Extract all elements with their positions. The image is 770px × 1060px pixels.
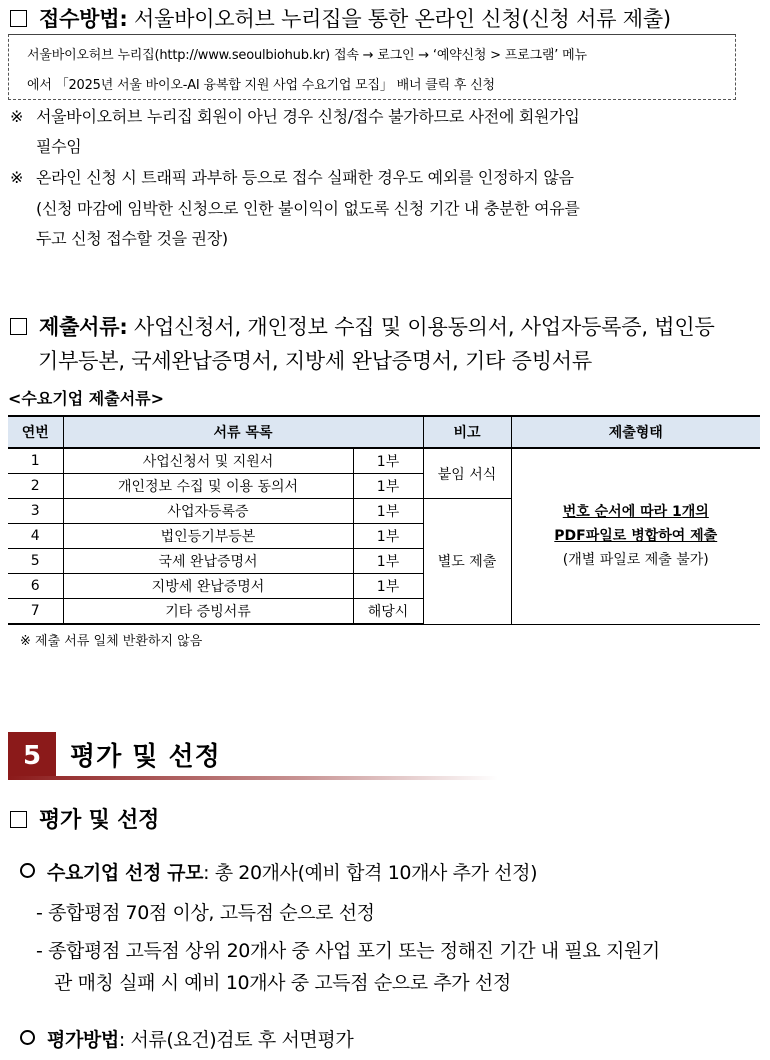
row-doc-name: 지방세 완납증명서 (63, 574, 353, 599)
note1-line1: 서울바이오허브 누리집 회원이 아닌 경우 신청/접수 불가하므로 사전에 회원가입 (36, 107, 580, 126)
row-doc-name: 기타 증빙서류 (63, 599, 353, 625)
section-title: 평가 및 선정 (70, 742, 221, 772)
eval-method (20, 1024, 353, 1056)
col-header-doc: 서류 목록 (63, 416, 423, 448)
scale-label: 수요기업 선정 규모 (47, 862, 204, 884)
submission-form-cell (511, 448, 760, 624)
docs-label: 제출서류: (39, 315, 128, 339)
checkbox-square-icon (10, 10, 27, 27)
method-label: 평가방법 (47, 1029, 119, 1051)
row-no: 3 (8, 499, 63, 524)
note2-line2: (신청 마감에 임박한 신청으로 인한 불이익이 없도록 신청 기간 내 충분한 여유를 (36, 199, 580, 218)
apply-instruction-box (8, 34, 736, 100)
row-qty: 1부 (353, 448, 423, 474)
method-text: : 서류(요건)검토 후 서면평가 (118, 1029, 354, 1051)
apply-box-line2: 에서 「2025년 서울 바이오-AI 융복합 지원 사업 수요기업 모집」 배너 클릭 후 신청 (27, 78, 495, 93)
col-header-form: 제출형태 (511, 416, 760, 448)
row-qty: 1부 (353, 549, 423, 574)
row-qty: 1부 (353, 474, 423, 499)
docs-footnote: ※ 제출 서류 일체 반환하지 않음 (20, 634, 203, 649)
row-no: 6 (8, 574, 63, 599)
eval-heading (10, 807, 159, 835)
row-doc-name: 국세 완납증명서 (63, 549, 353, 574)
apply-text: 서울바이오허브 누리집을 통한 온라인 신청(신청 서류 제출) (127, 7, 671, 31)
row-no: 2 (8, 474, 63, 499)
checkbox-square-icon (10, 318, 27, 335)
section-rule (8, 776, 498, 780)
docs-line1: 사업신청서, 개인정보 수집 및 이용동의서, 사업자등록증, 법인등 (127, 315, 715, 339)
form-line2: PDF파일로 병합하여 제출 (554, 528, 718, 545)
form-line3: (개별 파일로 제출 불가) (562, 552, 709, 569)
apply-box-line1: 서울바이오허브 누리집(http://www.seoulbiohub.kr) 접속 → 로그인 → ‘예약신청 > 프로그램’ 메뉴 (27, 48, 587, 63)
form-line1: 번호 순서에 따라 1개의 (562, 504, 709, 521)
row-no: 4 (8, 524, 63, 549)
row-no: 7 (8, 599, 63, 625)
row-qty: 1부 (353, 574, 423, 599)
col-header-remark: 비고 (423, 416, 511, 448)
note2-line1: 온라인 신청 시 트래픽 과부하 등으로 접수 실패한 경우도 예외를 인정하지 않음 (36, 168, 574, 187)
docs-table (8, 415, 760, 625)
remark-attached-form: 붙임 서식 (423, 448, 511, 499)
docs-table-title: <수요기업 제출서류> (8, 389, 165, 408)
checkbox-square-icon (10, 811, 27, 828)
row-qty: 1부 (353, 524, 423, 549)
row-doc-name: 법인등기부등본 (63, 524, 353, 549)
apply-note2 (10, 163, 574, 193)
note-mark: ※ (10, 107, 24, 126)
eval-bullet2-line2: 관 매칭 실패 시 예비 10개사 중 고득점 순으로 추가 선정 (54, 972, 511, 994)
section5-banner (8, 732, 498, 780)
eval-scale (20, 857, 537, 889)
col-header-no: 연번 (8, 416, 63, 448)
docs-line2: 기부등본, 국세완납증명서, 지방세 완납증명서, 기타 증빙서류 (38, 349, 592, 373)
row-no: 1 (8, 448, 63, 474)
note2-line3: 두고 신청 접수할 것을 권장) (36, 229, 228, 248)
section-number: 5 (8, 732, 56, 780)
eval-bullet2-line1: - 종합평점 고득점 상위 20개사 중 사업 포기 또는 정해진 기간 내 필요 지원기 (36, 940, 660, 962)
table-header-row (8, 416, 760, 448)
row-qty: 해당시 (353, 599, 423, 625)
eval-bullet1: - 종합평점 70점 이상, 고득점 순으로 선정 (36, 902, 375, 924)
circle-bullet-icon (20, 1030, 35, 1045)
circle-bullet-icon (20, 863, 35, 878)
apply-label: 접수방법: (39, 7, 128, 31)
docs-heading (10, 313, 715, 341)
row-doc-name: 사업자등록증 (63, 499, 353, 524)
row-qty: 1부 (353, 499, 423, 524)
eval-heading-text: 평가 및 선정 (39, 808, 160, 833)
row-doc-name: 사업신청서 및 지원서 (63, 448, 353, 474)
row-no: 5 (8, 549, 63, 574)
table-row (8, 448, 760, 474)
note1-line2: 필수임 (36, 137, 82, 156)
note-mark: ※ (10, 168, 24, 187)
scale-text: : 총 20개사(예비 합격 10개사 추가 선정) (203, 862, 538, 884)
apply-heading (10, 5, 671, 33)
apply-note1 (10, 102, 580, 132)
row-doc-name: 개인정보 수집 및 이용 동의서 (63, 474, 353, 499)
remark-separate: 별도 제출 (423, 499, 511, 625)
